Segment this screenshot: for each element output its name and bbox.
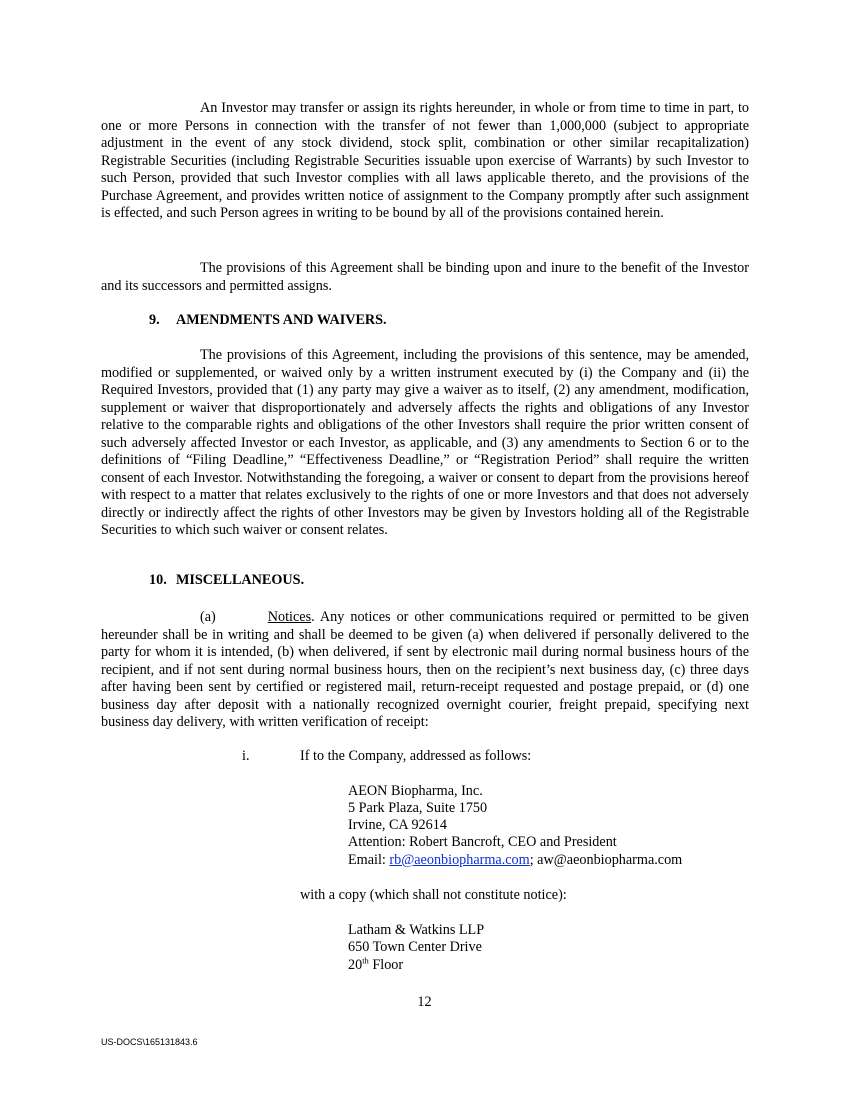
company-email-line [348,852,682,870]
company-street: 5 Park Plaza, Suite 1750 [348,800,488,816]
section-9-number: 9. [149,312,160,328]
email-link[interactable]: rb@aeonbiopharma.com [389,852,530,868]
paragraph-assignment: An Investor may transfer or assign its rights hereunder, in whole or from time to time in part, to one or more Persons in connection with the transfer of not fewer than 1,000,000 (subject to appropriate adjustment in the event of any stock dividend, stock split, combination or other similar recapitalization) Registrable Securities (including Registrable Securities issuable upon exercise of Warrants) by such Investor to such Person, provided that such Investor complies with all laws applicable thereto, and the provisions of the Purchase Agreement, and provides written notice of assignment to the Company promptly after such assignment is effected, and such Person agrees in writing to be bound by all of the provisions contained herein. [101,100,749,221]
page-number: 12 [417,994,432,1010]
floor-rest: Floor [368,957,404,973]
section-9-heading [149,312,387,329]
section-10-title: MISCELLANEOUS. [176,572,305,588]
company-city: Irvine, CA 92614 [348,817,447,833]
email-rest: ; aw@aeonbiopharma.com [529,852,683,868]
copy-intro: with a copy (which shall not constitute notice): [300,887,567,903]
document-id: US-DOCS\165131843.6 [101,1037,198,1047]
section-10-heading [149,572,304,589]
paragraph-binding: The provisions of this Agreement shall be binding upon and inure to the benefit of the Investor and its successors and permitted assigns. [101,260,749,294]
email-label: Email: [348,852,390,868]
paragraph-notices [101,609,749,732]
copy-firm: Latham & Watkins LLP [348,922,485,938]
company-intro: If to the Company, addressed as follows: [300,748,532,764]
floor-number: 20 [348,957,363,973]
company-roman-numeral: i. [242,748,250,764]
notices-label: (a) [200,609,216,625]
notices-title: Notices [267,609,312,625]
section-10-number: 10. [149,572,167,588]
notices-body: . Any notices or other communications required or permitted to be given hereunder shall be in writing and shall be deemed to be given (a) when delivered if personally delivered to the party for whom it is intended, (b) when delivered, if sent by electronic mail during normal business hours of the recipient, and if not sent during normal business hours, then on the recipient’s next business day, (c) three days after having been sent by certified or registered mail, return-receipt requested and postage prepaid, or (d) one business day after deposit with a nationally recognized overnight courier, freight prepaid, specifying next business day delivery, with written verification of receipt: [101,609,749,730]
copy-street: 650 Town Center Drive [348,939,482,955]
company-attention: Attention: Robert Bancroft, CEO and President [348,834,617,850]
company-name: AEON Biopharma, Inc. [348,783,483,799]
floor-superscript: th [362,955,369,966]
paragraph-amendments: The provisions of this Agreement, including the provisions of this sentence, may be amended, modified or supplemented, or waived only by a written instrument executed by (i) the Company and (ii) the Required Investors, provided that (1) any party may give a waiver as to itself, (2) any amendment, modification, supplement or waiver that disproportionately and adversely affects the rights and obligations of any Investor relative to the comparable rights and obligations of the other Investors shall require the prior written consent of such adversely affected Investor or each Investor, as applicable, and (3) any amendments to Section 6 or to the definitions of “Filing Deadline,” “Effectiveness Deadline,” or “Registration Period” shall require the written consent of each Investor. Notwithstanding the foregoing, a waiver or consent to depart from the provisions hereof with respect to a matter that relates exclusively to the rights of one or more Investors and that does not adversely directly or indirectly affect the rights of other Investors may be given by Investors holding all of the Registrable Securities to which such waiver or consent relates. [101,347,749,538]
copy-floor [348,957,403,975]
section-9-title: AMENDMENTS AND WAIVERS. [176,312,387,328]
